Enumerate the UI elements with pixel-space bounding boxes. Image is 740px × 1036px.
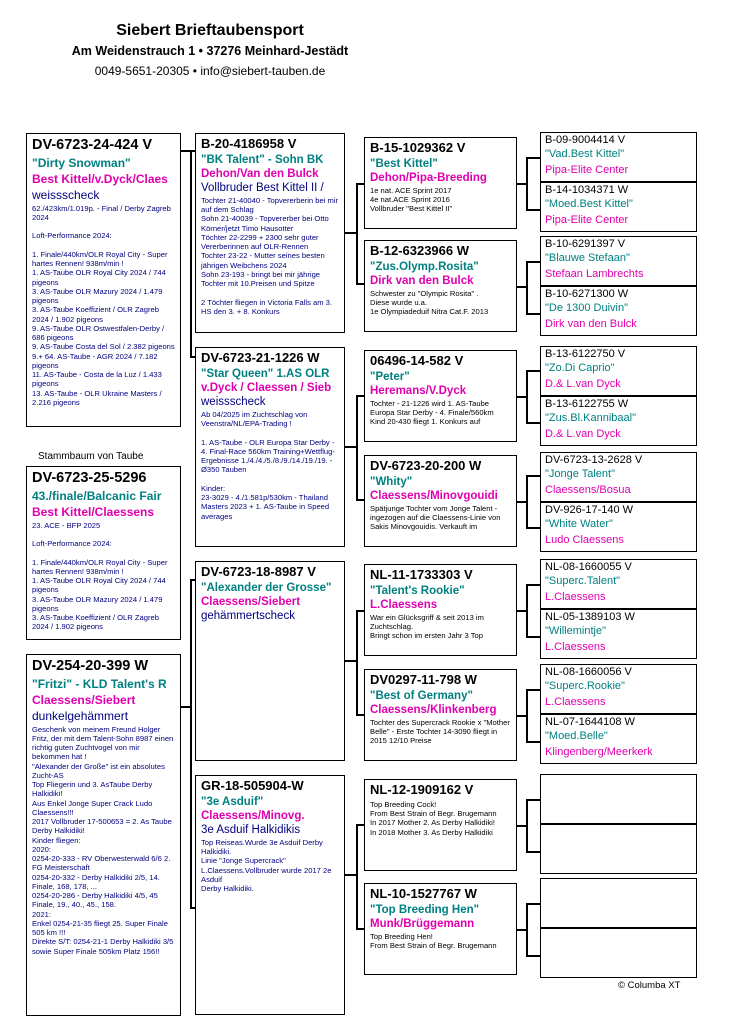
breeder: Stefaan Lambrechts	[545, 267, 644, 280]
breeder: Klingenberg/Meerkerk	[545, 745, 653, 758]
breeder: Claessens/Minovg.	[201, 809, 305, 822]
pedigree-card-l3[interactable]	[364, 240, 517, 332]
ring-number: B-14-1034371 W	[545, 184, 629, 196]
breeder: Munk/Brüggemann	[370, 917, 475, 930]
pigeon-name: "Best Kittel"	[370, 157, 438, 170]
ring-number: NL-08-1660055 V	[545, 561, 632, 573]
ring-number: B-13-6122755 W	[545, 398, 629, 410]
breeder: L.Claessens	[545, 590, 606, 603]
ring-number: 06496-14-582 V	[370, 353, 464, 368]
pedigree-card-l2[interactable]	[195, 133, 345, 333]
ring-number: B-10-6291397 V	[545, 238, 626, 250]
ring-number: DV-6723-21-1226 W	[201, 350, 320, 365]
breeder: Best Kittel/Claessens	[32, 504, 155, 519]
ring-number: NL-05-1389103 W	[545, 611, 635, 623]
pigeon-name: "Peter"	[370, 370, 410, 383]
pigeon-name: "Top Breeding Hen"	[370, 903, 480, 916]
pedigree-card-l4[interactable]	[540, 824, 697, 874]
pigeon-description: Top Reiseas.Wurde 3e Asduif Derby Halkidiki. Linie "Jonge Supercrack" L.Claessens.Vollbruder wurde 2017 2e Asduif Derby Halkidiki.	[201, 837, 332, 894]
pigeon-color: Vollbruder Best Kittel II /	[201, 181, 324, 194]
pedigree-card-l4[interactable]	[540, 346, 697, 396]
pedigree-label: Stammbaum von Taube	[38, 451, 144, 462]
breeder: Claessens/Klinkenberg	[370, 703, 497, 716]
pigeon-color: dunkelgehämmert	[32, 708, 129, 723]
breeder: Dehon/Pipa-Breeding	[370, 171, 487, 184]
pigeon-description: War ein Glücksgriff & seit 2013 im Zuchtschlag. Bringt schon im ersten Jahr 3 Top	[370, 612, 484, 641]
pigeon-name: "Superc.Rookie"	[545, 679, 625, 692]
breeder: Heremans/V.Dyck	[370, 384, 467, 397]
breeder: L.Claessens	[370, 598, 438, 611]
ring-number: NL-11-1733303 V	[370, 567, 473, 582]
ring-number: B-15-1029362 V	[370, 140, 466, 155]
pigeon-name: "Zus.Bl.Kannibaal"	[545, 411, 636, 424]
pedigree-card-l4[interactable]	[540, 132, 697, 182]
pigeon-name: "BK Talent" - Sohn BK	[201, 153, 324, 166]
pedigree-card-l4[interactable]	[540, 774, 697, 824]
pedigree-card-l2[interactable]	[195, 561, 345, 761]
pedigree-card-subject[interactable]	[26, 466, 181, 640]
pigeon-name: "Zus.Olymp.Rosita"	[370, 260, 479, 273]
pedigree-card-l4[interactable]	[540, 502, 697, 552]
pigeon-name: 43./finale/Balcanic Fair	[32, 488, 162, 503]
ring-number: DV-6723-25-5296	[32, 470, 147, 486]
breeder: Ludo Claessens	[545, 533, 624, 546]
pigeon-description: Geschenk von meinem Freund Holger Fritz, der mit dem Talent-Sohn 8987 einen richtig guten Zuchtvogel von mir bekommen hat ! "Alexander der Große" ist ein absolutes Zucht-AS Top Fliegerin und 3. AsTaube Derby Halkidiki! Aus Enkel Jonge Super Crack Ludo Claessens!!! 2017 Vollbruder 17-500653 = 2. As Taube Derby Halkidiki! Kinder fliegen: 2020: 0254-20-333 - RV Oberwesterwald 6/6 2. FG Meisterschaft 0254-20-332 - Derby Halkidiki 2/5, 14. Finale, 168, 178, ... 0254-20-286 - Derby Halkidiki 4/5, 45 Finale, 19., 40., 45., 158. 2021: Enkel 0254-21-35 fliegt 25. Super Finale 505 km !!! Direkte S/T: 0254-21-1 Derby Halkidiki 3/5 sowie Super Finale 505km Platz 156!!	[32, 724, 174, 956]
ring-number: DV-254-20-399 W	[32, 658, 149, 674]
ring-number: DV-6723-20-200 W	[370, 458, 482, 473]
breeder: Dehon/Van den Bulck	[201, 167, 319, 180]
breeder: L.Claessens	[545, 695, 606, 708]
breeder: Claessens/Bosua	[545, 483, 631, 496]
pigeon-color: gehämmertscheck	[201, 609, 295, 622]
breeder: D.& L.van Dyck	[545, 377, 621, 390]
pigeon-description: Tochter des Supercrack Rookie x "Mother Belle" - Erste Tochter 14-3090 fliegt in 2015 12/10 Preise	[370, 717, 510, 746]
pedigree-card-l3[interactable]	[364, 455, 517, 547]
pigeon-description: 23. ACE - BFP 2025 Loft-Performance 2024: 1. Finale/440km/OLR Royal City - Super hartes Rennen! 938m/min ! 1. AS-Taube OLR Royal City 2024 / 744 pigeons 3. AS-Taube OLR Mazury 2024 / 1.479 pigeons 3. AS-Taube Koeffizient / OLR Zagreb 2024 / 1.902 pigeons	[32, 520, 168, 632]
breeder: Dirk van den Bulck	[370, 274, 474, 287]
pigeon-name: "Talent's Rookie"	[370, 584, 465, 597]
pigeon-description: Schwester zu "Olympic Rosita" . Diese wurde u.a. 1e Olympiadeduif Nitra Cat.F. 2013	[370, 288, 489, 317]
pigeon-description: Tochter 21-40040 - Topvererberin bei mir auf dem Schlag Sohn 21-40039 - Topvererber bei Otto Körner/jetzt Timo Hausotter Töchter 22-2299 + 2300 sehr guter Vererberinnen auf OLR-Rennen Tochter 23-22 - Mutter seines besten jährigen Weibchens 2024 Sohn 23-193 - bringt bei mir jährige Tochter mit 10.Preisen und Spitze 2 Töchter fliegen in Victoria Falls am 3. HS den 3. + 8. Konkurs	[201, 195, 339, 316]
ring-number: B-10-6271300 W	[545, 288, 629, 300]
pedigree-card-l2[interactable]	[195, 775, 345, 1015]
pigeon-description: 62./423km/1.019p. - Final / Derby Zagreb 2024 Loft-Performance 2024: 1. Finale/440km/OLR Royal City - Super hartes Rennen! 938m/min ! 1. AS-Taube OLR Royal City 2024 / 744 pigeons 3. AS-Taube OLR Mazury 2024 / 1.479 pigeons 3. AS-Taube Koeffizient / OLR Zagreb 2024 / 1.902 pigeons 9. AS-Taube OLR Ostwestfalen-Derby / 686 pigeons 9. AS-Taube Costa del Sol / 2.382 pigeons 9.+ 64. AS-Taube - AGR 2024 / 7.182 pigeons 11. AS-Taube - Costa de la Luz / 1.433 pigeons 13. AS-Taube - OLR Ukraine Masters / 2.216 pigeons	[32, 203, 175, 407]
pedigree-card-l4[interactable]	[540, 452, 697, 502]
ring-number: DV0297-11-798 W	[370, 672, 477, 687]
pedigree-card-l4[interactable]	[540, 286, 697, 336]
ring-number: NL-10-1527767 W	[370, 886, 477, 901]
pigeon-name: "Willemintje"	[545, 624, 606, 637]
pigeon-color: weissscheck	[32, 187, 100, 202]
pigeon-description: Spätjunge Tochter vom Jonge Talent - ingezogen auf die Claessens-Linie von Sakis Minovgouidis. Verkauft im	[370, 503, 501, 532]
ring-number: NL-07-1644108 W	[545, 716, 635, 728]
pedigree-card-l3[interactable]	[364, 779, 517, 871]
pedigree-card-l4[interactable]	[540, 609, 697, 659]
pigeon-name: "Superc.Talent"	[545, 574, 621, 587]
ring-number: DV-6723-24-424 V	[32, 137, 153, 153]
pedigree-card-l4[interactable]	[540, 928, 697, 978]
ring-number: NL-08-1660056 V	[545, 666, 632, 678]
breeder: Best Kittel/v.Dyck/Claes	[32, 171, 168, 186]
pigeon-name: "Moed.Best Kittel"	[545, 197, 633, 210]
pedigree-card-l4[interactable]	[540, 236, 697, 286]
pigeon-name: "Dirty Snowman"	[32, 155, 131, 170]
pigeon-color: 3e Asduif Halkidikis	[201, 823, 301, 836]
pedigree-card-l4[interactable]	[540, 714, 697, 764]
pedigree-card-l4[interactable]	[540, 396, 697, 446]
copyright: © Columba XT	[618, 980, 681, 991]
pigeon-description: 1e nat. ACE Sprint 2017 4e nat.ACE Sprint 2016 Vollbruder "Best Kittel II"	[370, 185, 453, 214]
pigeon-name: "Alexander der Grosse"	[201, 581, 332, 594]
ring-number: B-09-9004414 V	[545, 134, 626, 146]
pedigree-card-l3[interactable]	[364, 669, 517, 761]
pigeon-name: "Star Queen" 1.AS OLR	[201, 367, 330, 380]
pedigree-card-sire[interactable]	[26, 133, 181, 427]
pedigree-card-dam[interactable]	[26, 654, 181, 1016]
breeder: Pipa-Elite Center	[545, 213, 629, 226]
pedigree-card-l2[interactable]	[195, 347, 345, 547]
ring-number: B-13-6122750 V	[545, 348, 626, 360]
pigeon-name: "Whity"	[370, 475, 413, 488]
breeder: Pipa-Elite Center	[545, 163, 629, 176]
pigeon-name: "Moed.Belle"	[545, 729, 608, 742]
pigeon-description: Top Breeding Hen! From Best Strain of Begr. Brugemann	[370, 931, 497, 951]
ring-number: B-20-4186958 V	[201, 136, 297, 151]
breeder: D.& L.van Dyck	[545, 427, 621, 440]
breeder: Dirk van den Bulck	[545, 317, 637, 330]
breeder: L.Claessens	[545, 640, 606, 653]
pedigree-card-l3[interactable]	[364, 137, 517, 229]
pigeon-name: "Zo.Di Caprio"	[545, 361, 615, 374]
pigeon-name: "Fritzi" - KLD Talent's R	[32, 676, 167, 691]
pigeon-description: Top Breeding Cock! From Best Strain of Begr. Brugemann In 2017 Mother 2. As Derby Halkidiki! In 2018 Mother 3. As Derby Halkidiki	[370, 799, 497, 837]
breeder: Claessens/Siebert	[32, 692, 136, 707]
pedigree-card-l3[interactable]	[364, 350, 517, 442]
pedigree-card-l3[interactable]	[364, 564, 517, 656]
pigeon-name: "White Water"	[545, 517, 613, 530]
breeder: Claessens/Minovgouidi	[370, 489, 498, 502]
pigeon-name: "De 1300 Duivin"	[545, 301, 629, 314]
page-title: Siebert Brieftaubensport	[116, 22, 304, 39]
breeder: Claessens/Siebert	[201, 595, 301, 608]
ring-number: NL-12-1909162 V	[370, 782, 474, 797]
ring-number: DV-6723-18-8987 V	[201, 564, 316, 579]
pedigree-card-l4[interactable]	[540, 664, 697, 714]
ring-number: B-12-6323966 W	[370, 243, 469, 258]
pigeon-description: Ab 04/2025 im Zuchtschlag von Veenstra/NL/EPA-Trading ! 1. AS-Taube - OLR Europa Star Derby - 4. Final-Race 560km Training+Wettflug-Ergebnisse 1./4./4./5./8./9./14./19./19. - Ø350 Tauben Kinder: 23-3029 - 4./1.581p/530km - Thailand Masters 2023 + 1. AS-Taube in Speed averages	[201, 409, 335, 521]
pigeon-name: "3e Asduif"	[201, 795, 264, 808]
ring-number: GR-18-505904-W	[201, 778, 304, 793]
pedigree-card-l4[interactable]	[540, 878, 697, 928]
pigeon-name: "Jonge Talent"	[545, 467, 615, 480]
pigeon-name: "Best of Germany"	[370, 689, 473, 702]
pigeon-name: "Vad.Best Kittel"	[545, 147, 625, 160]
address: Am Weidenstrauch 1 • 37276 Meinhard-Jestädt	[71, 44, 349, 58]
pedigree-card-l4[interactable]	[540, 182, 697, 232]
ring-number: DV-6723-13-2628 V	[545, 454, 643, 466]
pigeon-description: Tochter - 21-1226 wird 1. AS-Taube Europa Star Derby - 4. Finale/560km Kind 20-430 fliegt 1. Konkurs auf	[370, 398, 494, 427]
breeder: v.Dyck / Claessen / Sieb	[201, 381, 332, 394]
pedigree-card-l4[interactable]	[540, 559, 697, 609]
pigeon-color: weissscheck	[201, 395, 266, 408]
pedigree-card-l3[interactable]	[364, 883, 517, 975]
contact: 0049-5651-20305 • info@siebert-tauben.de	[94, 64, 326, 78]
ring-number: DV-926-17-140 W	[545, 504, 634, 516]
pigeon-name: "Blauwe Stefaan"	[545, 251, 630, 264]
